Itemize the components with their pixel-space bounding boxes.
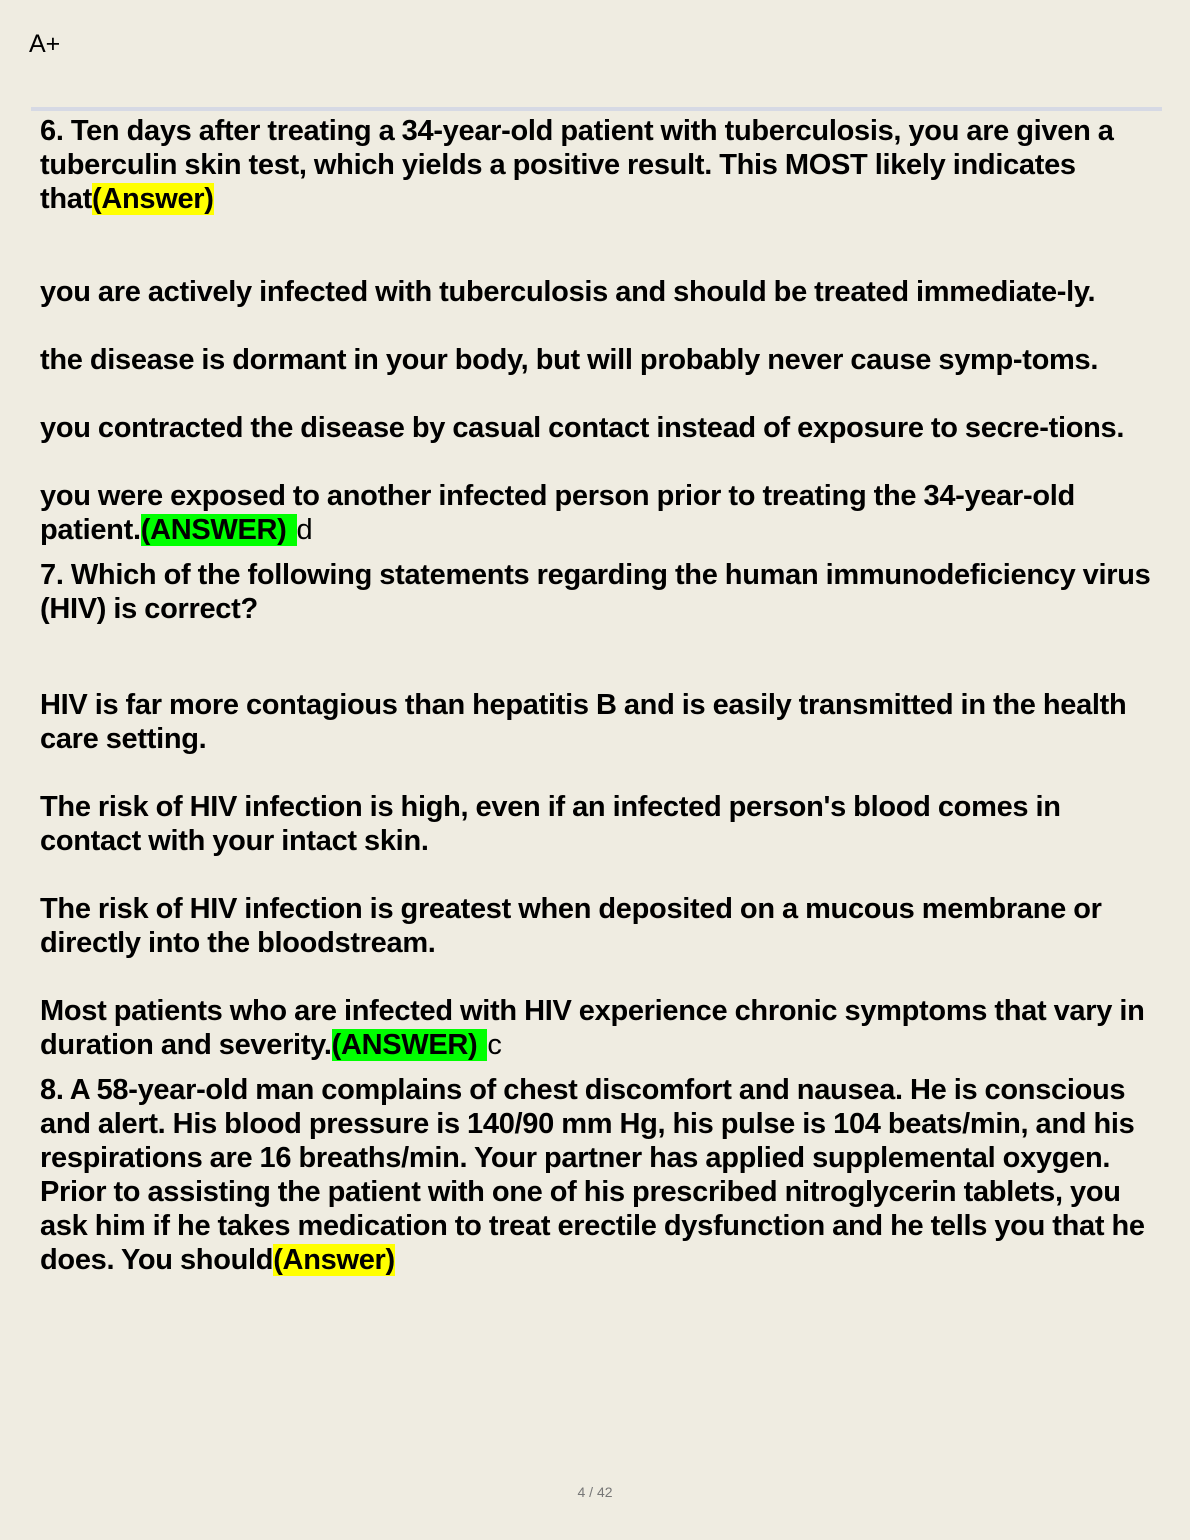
- document-body: [40, 113, 1165, 1277]
- answer-highlight: (ANSWER): [141, 514, 297, 546]
- option-c: The risk of HIV infection is greatest when deposited on a mucous membrane or directly into the bloodstream.: [40, 893, 1102, 959]
- option-b: the disease is dormant in your body, but will probably never cause symp-toms.: [40, 344, 1099, 376]
- answer-tag-highlight: (Answer): [91, 183, 214, 215]
- option-c: you contracted the disease by casual contact instead of exposure to secre-tions.: [40, 412, 1125, 444]
- question-stem: 8. A 58-year-old man complains of chest discomfort and nausea. He is conscious and alert. His blood pressure is 140/90 mm Hg, his pulse is 104 beats/min, and his respirations are 16 breaths/min. Your partner has applied supplemental oxygen. Prior to assisting the patient with one of his prescribed nitroglycerin tablets, you ask him if he takes medication to treat erectile dysfunction and he tells you that he does. You should(Answer): [40, 1074, 1145, 1276]
- question-7: [40, 558, 1165, 1062]
- option-b: The risk of HIV infection is high, even if an infected person's blood comes in contact with your intact skin.: [40, 791, 1061, 857]
- page-indicator: 4 / 42: [577, 1484, 613, 1500]
- option-d: you were exposed to another infected person prior to treating the 34-year-old patient.(ANSWER) d: [40, 480, 1075, 546]
- question-stem: 7. Which of the following statements regarding the human immunodeficiency virus (HIV) is correct?: [40, 559, 1151, 625]
- question-stem: 6. Ten days after treating a 34-year-old patient with tuberculosis, you are given a tuberculin skin test, which yields a positive result. This MOST likely indicates that(Answer): [40, 115, 1114, 215]
- question-8: [40, 1073, 1165, 1277]
- option-d: Most patients who are infected with HIV experience chronic symptoms that vary in duration and severity.(ANSWER) c: [40, 995, 1145, 1061]
- option-a: HIV is far more contagious than hepatitis B and is easily transmitted in the health care setting.: [40, 689, 1127, 755]
- answer-tag-highlight: (Answer): [273, 1244, 395, 1276]
- header-divider: [31, 107, 1162, 111]
- option-a: you are actively infected with tuberculosis and should be treated immediate-ly.: [40, 276, 1096, 308]
- grade-label: A+: [29, 30, 61, 58]
- answer-letter: d: [296, 514, 313, 546]
- answer-letter: c: [487, 1029, 502, 1061]
- question-6: [40, 114, 1165, 547]
- answer-highlight: (ANSWER): [332, 1029, 488, 1061]
